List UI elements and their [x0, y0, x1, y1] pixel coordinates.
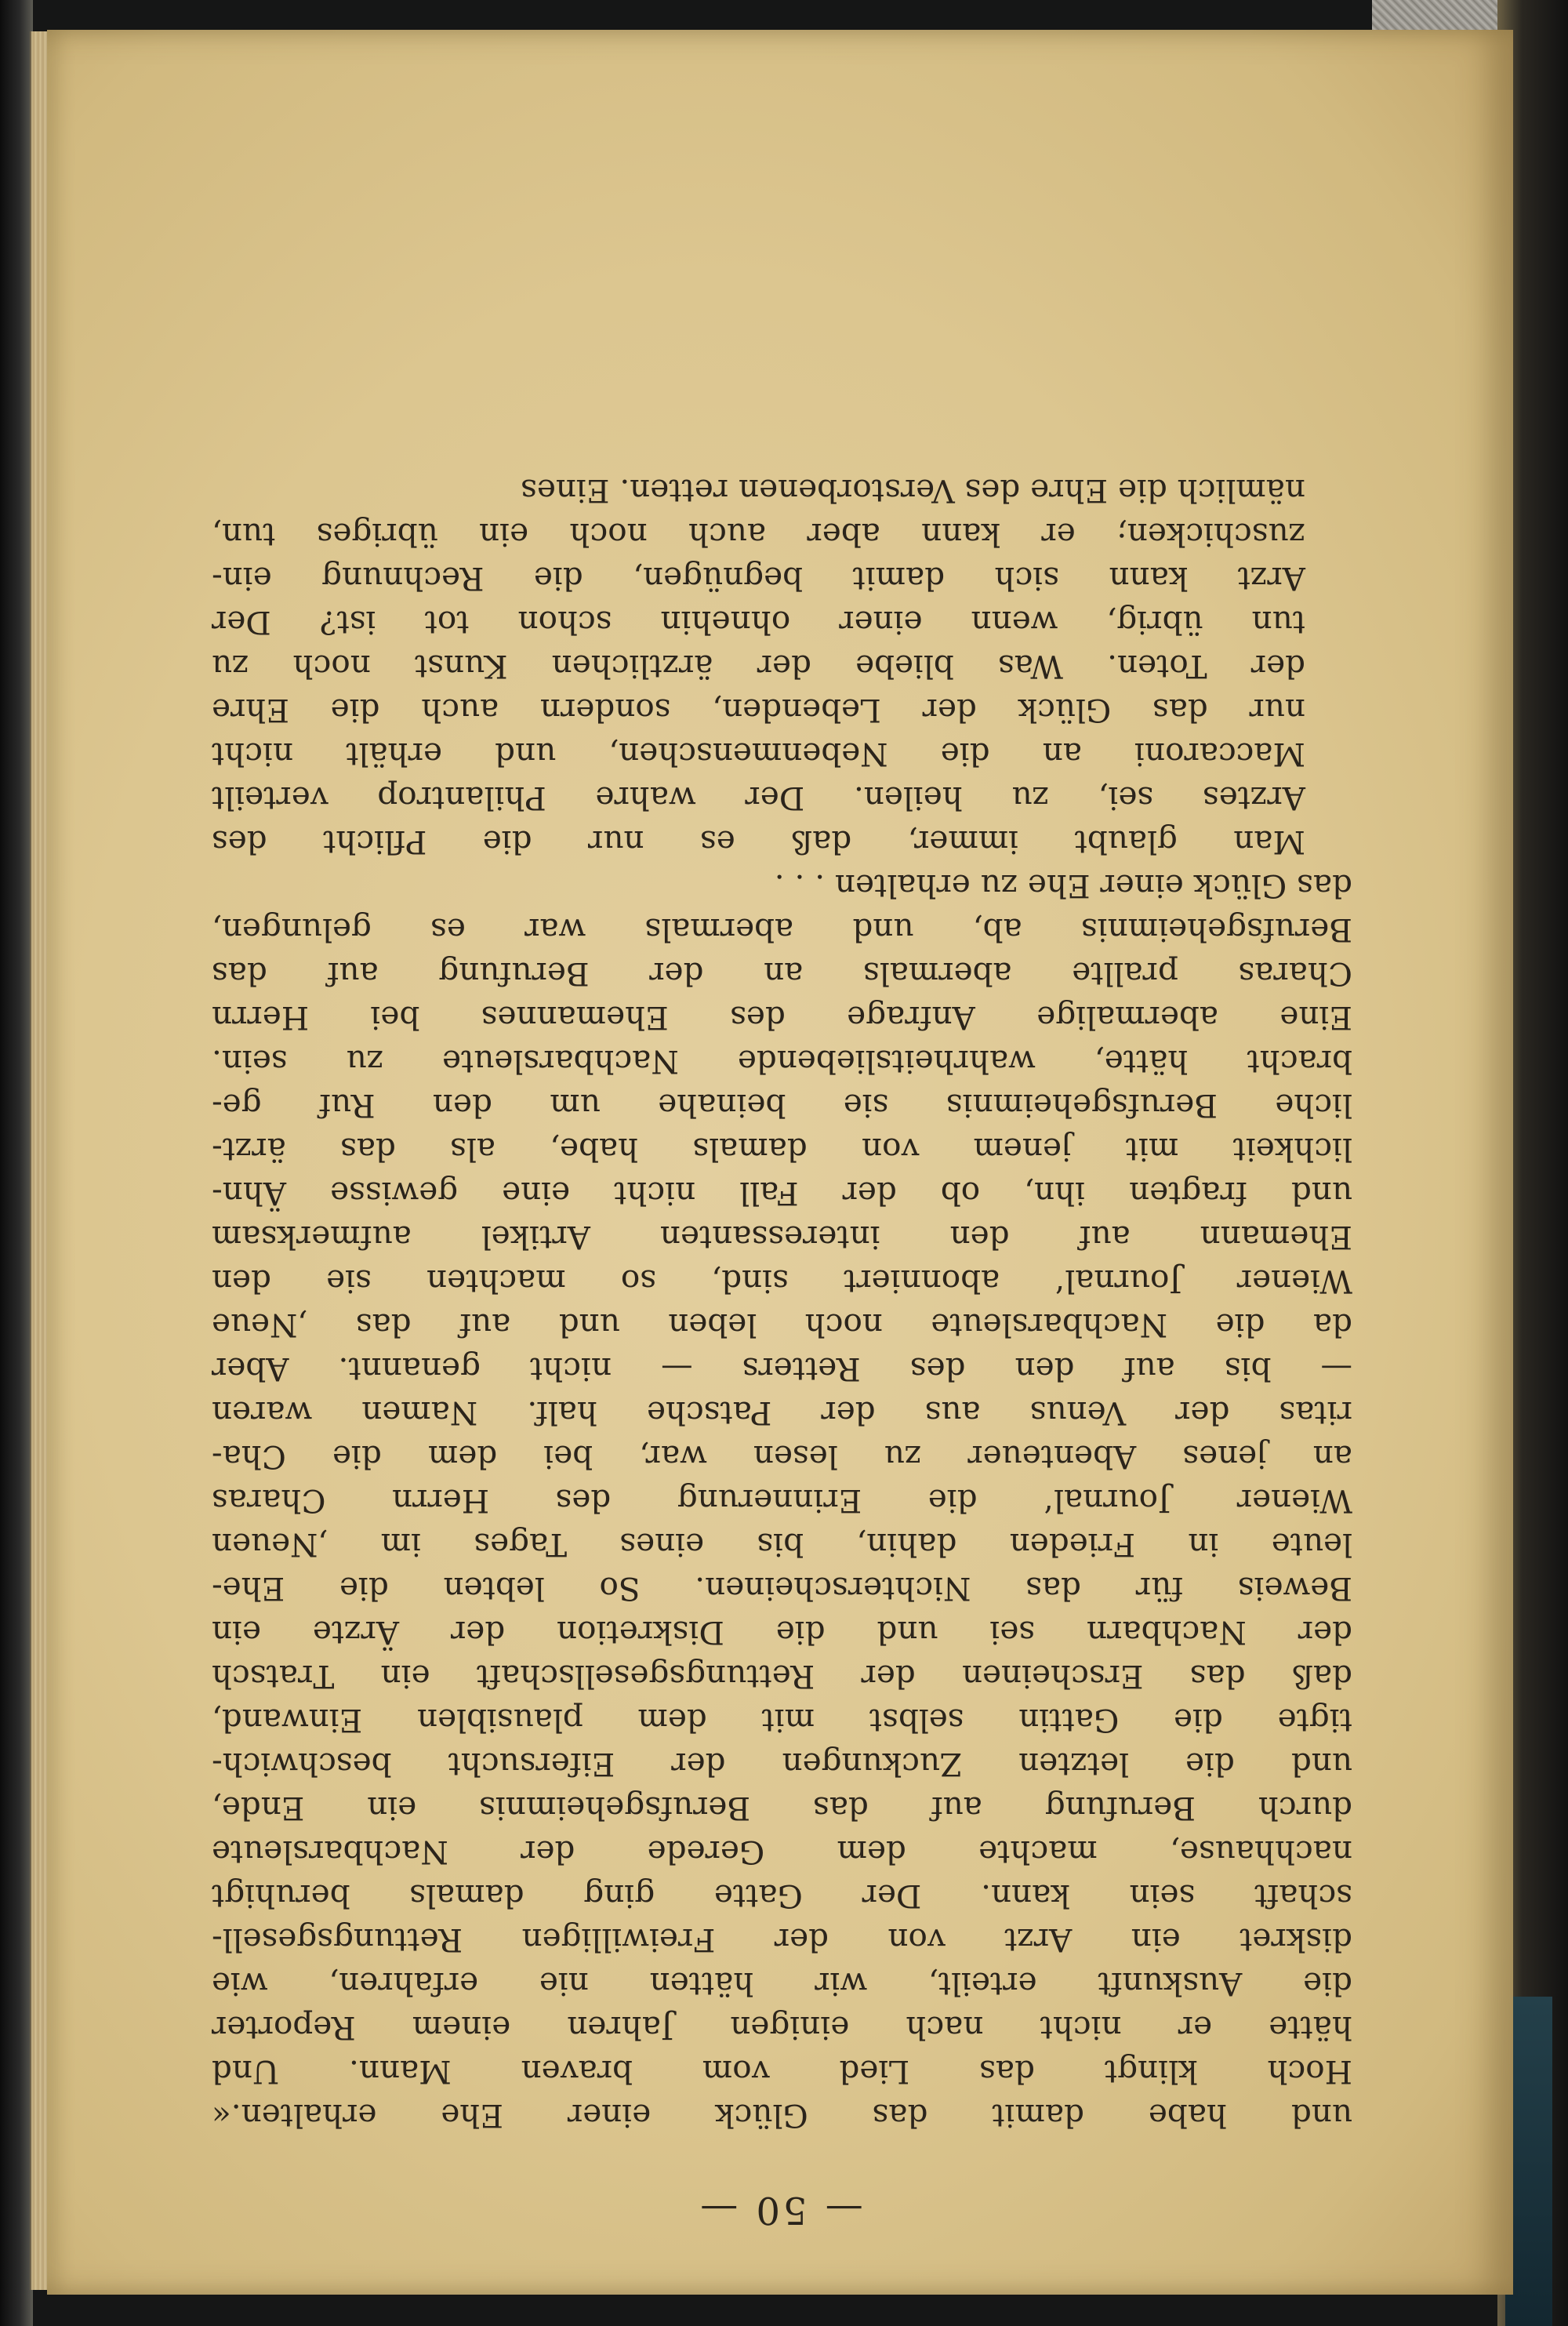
upside-down-content: [47, 30, 1513, 2295]
text-line: nachhause, machte dem Gerede der Nachbarsleute: [212, 1834, 1352, 1871]
text-line: und habe damit das Glück einer Ehe erhalten.«: [212, 2097, 1352, 2135]
text-line: bracht hätte, wahrheitsliebende Nachbarsleute zu sein.: [212, 1043, 1352, 1081]
text-line: tun übrig, wenn einer ohnehin schon tot ist? Der: [212, 604, 1305, 641]
scan-background-left: [0, 0, 33, 2326]
text-line: Wiener Journal‘ abonniert sind, so machten sie den: [212, 1263, 1352, 1300]
text-line: Charas prallte abermals an der Berufung auf das: [212, 955, 1352, 993]
body-text: [212, 469, 1352, 2138]
text-line: Eine abermalige Anfrage des Ehemannes bei Herrn: [212, 999, 1352, 1037]
text-line: an jenes Abenteuer zu lesen war, bei dem die Cha-: [212, 1438, 1352, 1476]
text-line: und fragten ihn, ob der Fall nicht eine gewisse Ähn-: [212, 1175, 1352, 1212]
text-line: der Toten. Was bliebe der ärztlichen Kunst noch zu: [212, 648, 1305, 685]
text-line: ritas der Venus aus der Patsche half. Namen waren: [212, 1394, 1352, 1432]
text-line: hätte er nicht nach einigen Jahren einem Reporter: [212, 2009, 1352, 2047]
text-line: lichkeit mit jenem von damals habe, als das ärzt-: [212, 1131, 1352, 1168]
text-line: schaft sein kann. Der Gatte ging damals beruhigt: [212, 1877, 1352, 1915]
text-line: tigte die Gattin selbst mit dem plausiblen Einwand,: [212, 1702, 1352, 1739]
text-line: der Nachbarn sei und die Diskretion der Ärzte ein: [212, 1614, 1352, 1652]
page-number: — 50 —: [697, 2188, 863, 2232]
text-line: Arztes sei, zu heilen. Der wahre Philantrop verteilt: [212, 780, 1305, 817]
text-line: Hoch klingt das Lied vom braven Mann. Und: [212, 2053, 1352, 2091]
text-line: leute in Frieden dahin, bis eines Tages im ‚Neuen: [212, 1526, 1352, 1564]
paragraph: [212, 469, 1352, 864]
text-line: das Glück einer Ehe zu erhalten . . .: [774, 867, 1352, 905]
text-line: Man glaubt immer, daß es nur die Pflicht des: [212, 823, 1305, 861]
paragraph: [212, 864, 1352, 2138]
text-line: nur das Glück der Lebenden, sondern auch die Ehre: [212, 692, 1305, 729]
page-sheet: [47, 30, 1513, 2295]
text-line: durch Berufung auf das Berufsgeheimnis ein Ende,: [212, 1790, 1352, 1827]
text-line: und die letzten Zuckungen der Eifersucht beschwich-: [212, 1746, 1352, 1783]
text-line: Beweis für das Nichterscheinen. So lebten die Ehe-: [212, 1570, 1352, 1608]
text-line: Berufsgeheimnis ab, und abermals war es gelungen,: [212, 911, 1352, 949]
text-line: Wiener Journal‘ die Erinnerung des Herrn Charas: [212, 1482, 1352, 1520]
text-line: — bis auf den des Retters — nicht genannt. Aber: [212, 1350, 1352, 1388]
text-line: liche Berufsgeheimnis sie beinahe um den Ruf ge-: [212, 1087, 1352, 1125]
text-line: diskret ein Arzt von der Freiwilligen Rettungsgesell-: [212, 1921, 1352, 1959]
text-line: zuschicken; er kann aber auch noch ein übriges tun,: [212, 516, 1305, 554]
text-line: da die Nachbarsleute noch leben und auf das ‚Neue: [212, 1307, 1352, 1344]
text-line: Arzt kann sich damit begnügen, die Rechnung ein-: [212, 560, 1305, 598]
text-line: Maccaroni an die Nebenmenschen, und erhält nicht: [212, 736, 1305, 773]
text-line: Ehemann auf den interessanten Artikel aufmerksam: [212, 1219, 1352, 1256]
text-line: nämlich die Ehre des Verstorbenen retten. Eines: [521, 472, 1305, 510]
text-line: daß das Erscheinen der Rettungsgesellschaft ein Tratsch: [212, 1658, 1352, 1695]
text-line: die Auskunft erteilt, wir hätten nie erfahren, wie: [212, 1965, 1352, 2003]
